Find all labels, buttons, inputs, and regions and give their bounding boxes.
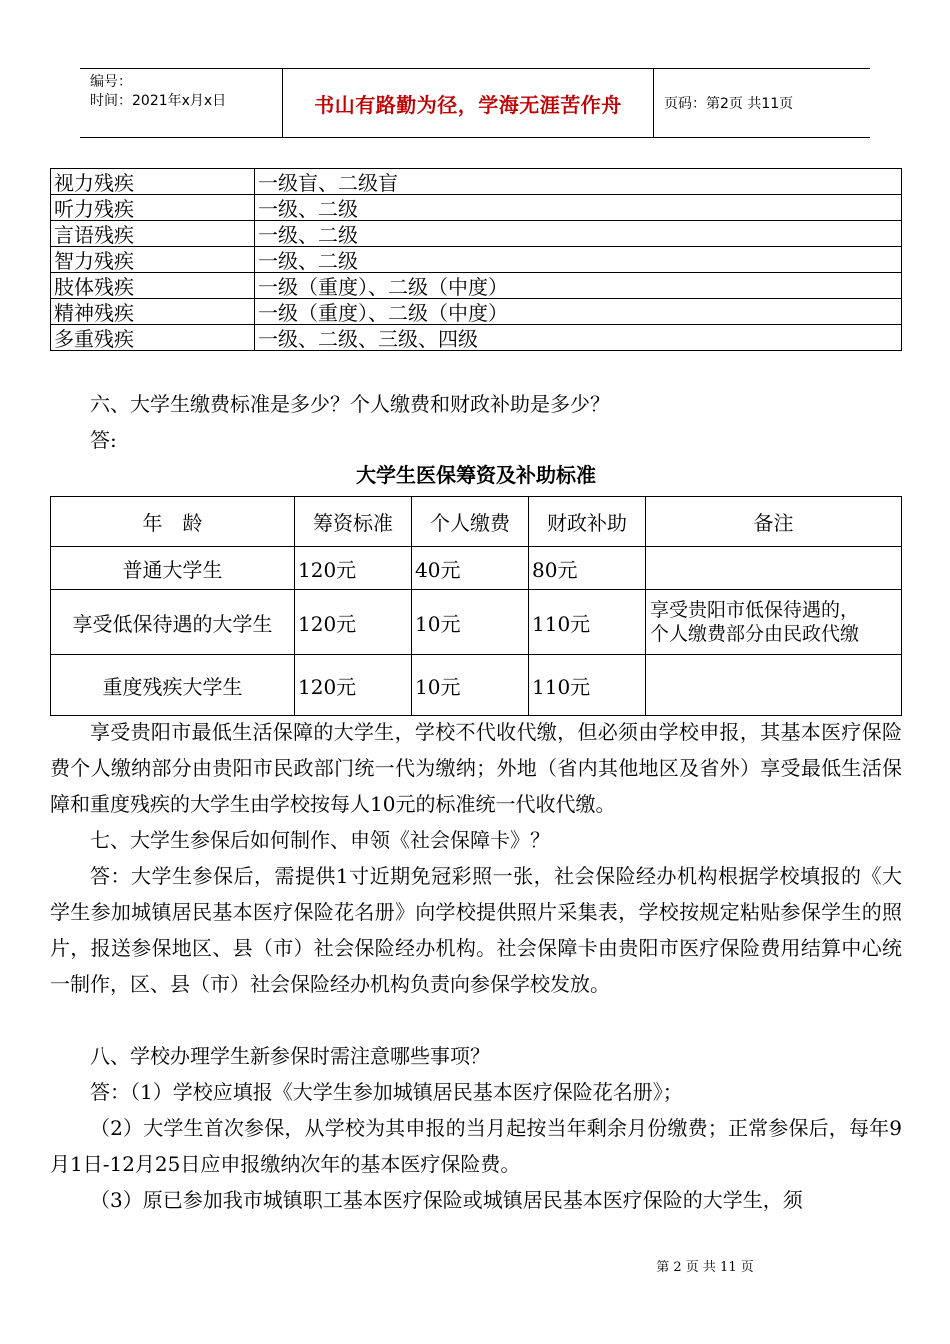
remark-line: 个人缴费部分由民政代缴 — [650, 623, 860, 645]
answer-label: 答: — [90, 428, 117, 452]
column-header: 筹资标准 — [295, 497, 412, 547]
header-time: 时间：2021年x月x日 — [90, 93, 227, 109]
disability-levels: 一级、二级 — [255, 221, 902, 247]
table-row — [51, 590, 902, 655]
disability-levels: 一级盲、二级盲 — [255, 169, 902, 195]
disability-levels: 一级（重度）、二级（中度） — [255, 273, 902, 299]
personal-fee: 10元 — [412, 590, 529, 655]
disability-type: 听力残疾 — [51, 195, 255, 221]
fee-table-title: 大学生医保筹资及补助标准 — [356, 463, 596, 487]
page-footer: 第 2 页 共 11 页 — [656, 1260, 754, 1275]
age-group: 重度残疾大学生 — [51, 655, 295, 716]
age-group: 普通大学生 — [51, 547, 295, 590]
column-header: 财政补助 — [529, 497, 646, 547]
funding-standard: 120元 — [295, 590, 412, 655]
disability-levels: 一级（重度）、二级（中度） — [255, 299, 902, 325]
header-motto-cell — [283, 69, 654, 137]
question-six: 六、大学生缴费标准是多少？个人缴费和财政补助是多少？ — [90, 392, 610, 416]
table-row — [51, 547, 902, 590]
header-motto: 书山有路勤为径，学海无涯苦作舟 — [314, 92, 622, 117]
disability-type: 肢体残疾 — [51, 273, 255, 299]
age-group: 享受低保待遇的大学生 — [51, 590, 295, 655]
column-header: 备注 — [646, 497, 902, 547]
question-eight: 八、学校办理学生新参保时需注意哪些事项？ — [90, 1044, 490, 1068]
question-seven: 七、大学生参保后如何制作、申领《社会保障卡》？ — [90, 828, 550, 852]
low-income-paragraph: 享受贵阳市最低生活保障的大学生，学校不代收代缴，但必须由学校申报，其基本医疗保险费个人缴纳部分由贵阳市民政部门统一代为缴纳；外地（省内其他地区及省外）享受最低生活保障和重度残疾的大学生由学校按每人10元的标准统一代收代缴。 — [50, 720, 902, 816]
column-header: 个人缴费 — [412, 497, 529, 547]
remark-line: 享受贵阳市低保待遇的， — [650, 599, 860, 621]
disability-levels: 一级、二级 — [255, 195, 902, 221]
header-meta — [80, 69, 283, 137]
disability-type: 智力残疾 — [51, 247, 255, 273]
fiscal-subsidy: 110元 — [529, 655, 646, 716]
table-row — [51, 655, 902, 716]
personal-fee: 40元 — [412, 547, 529, 590]
disability-level-table — [50, 168, 902, 351]
header-code: 编号： — [90, 74, 132, 90]
table-row — [51, 169, 902, 195]
fiscal-subsidy: 110元 — [529, 590, 646, 655]
answer-eight-item-2: （2）大学生首次参保，从学校为其申报的当月起按当年剩余月份缴费；正常参保后，每年9月1日-12月25日应申报缴纳次年的基本医疗保险费。 — [50, 1116, 902, 1176]
disability-type: 精神残疾 — [51, 299, 255, 325]
table-row — [51, 195, 902, 221]
column-header: 年 龄 — [51, 497, 295, 547]
header-page-info: 页码：第2页 共11页 — [664, 96, 794, 112]
funding-standard: 120元 — [295, 547, 412, 590]
table-row — [51, 299, 902, 325]
answer-seven: 答：大学生参保后，需提供1寸近期免冠彩照一张，社会保险经办机构根据学校填报的《大学生参加城镇居民基本医疗保险花名册》向学校提供照片采集表，学校按规定粘贴参保学生的照片，报送参保地区、县（市）社会保险经办机构。社会保障卡由贵阳市医疗保险费用结算中心统一制作，区、县（市）社会保险经办机构负责向参保学校发放。 — [50, 864, 902, 996]
fee-standard-table — [50, 496, 902, 716]
disability-levels: 一级、二级 — [255, 247, 902, 273]
disability-type: 多重残疾 — [51, 325, 255, 351]
personal-fee: 10元 — [412, 655, 529, 716]
disability-type: 言语残疾 — [51, 221, 255, 247]
answer-eight-item-1: 答：（1）学校应填报《大学生参加城镇居民基本医疗保险花名册》； — [90, 1080, 683, 1104]
table-row — [51, 221, 902, 247]
answer-eight-item-3: （3）原已参加我市城镇职工基本医疗保险或城镇居民基本医疗保险的大学生，须 — [90, 1188, 803, 1212]
table-row — [51, 247, 902, 273]
table-row — [51, 325, 902, 351]
remark — [646, 590, 902, 655]
disability-type: 视力残疾 — [51, 169, 255, 195]
funding-standard: 120元 — [295, 655, 412, 716]
remark — [646, 655, 902, 716]
table-header-row — [51, 497, 902, 547]
fiscal-subsidy: 80元 — [529, 547, 646, 590]
table-row — [51, 273, 902, 299]
remark — [646, 547, 902, 590]
disability-levels: 一级、二级、三级、四级 — [255, 325, 902, 351]
page-header — [80, 68, 870, 138]
